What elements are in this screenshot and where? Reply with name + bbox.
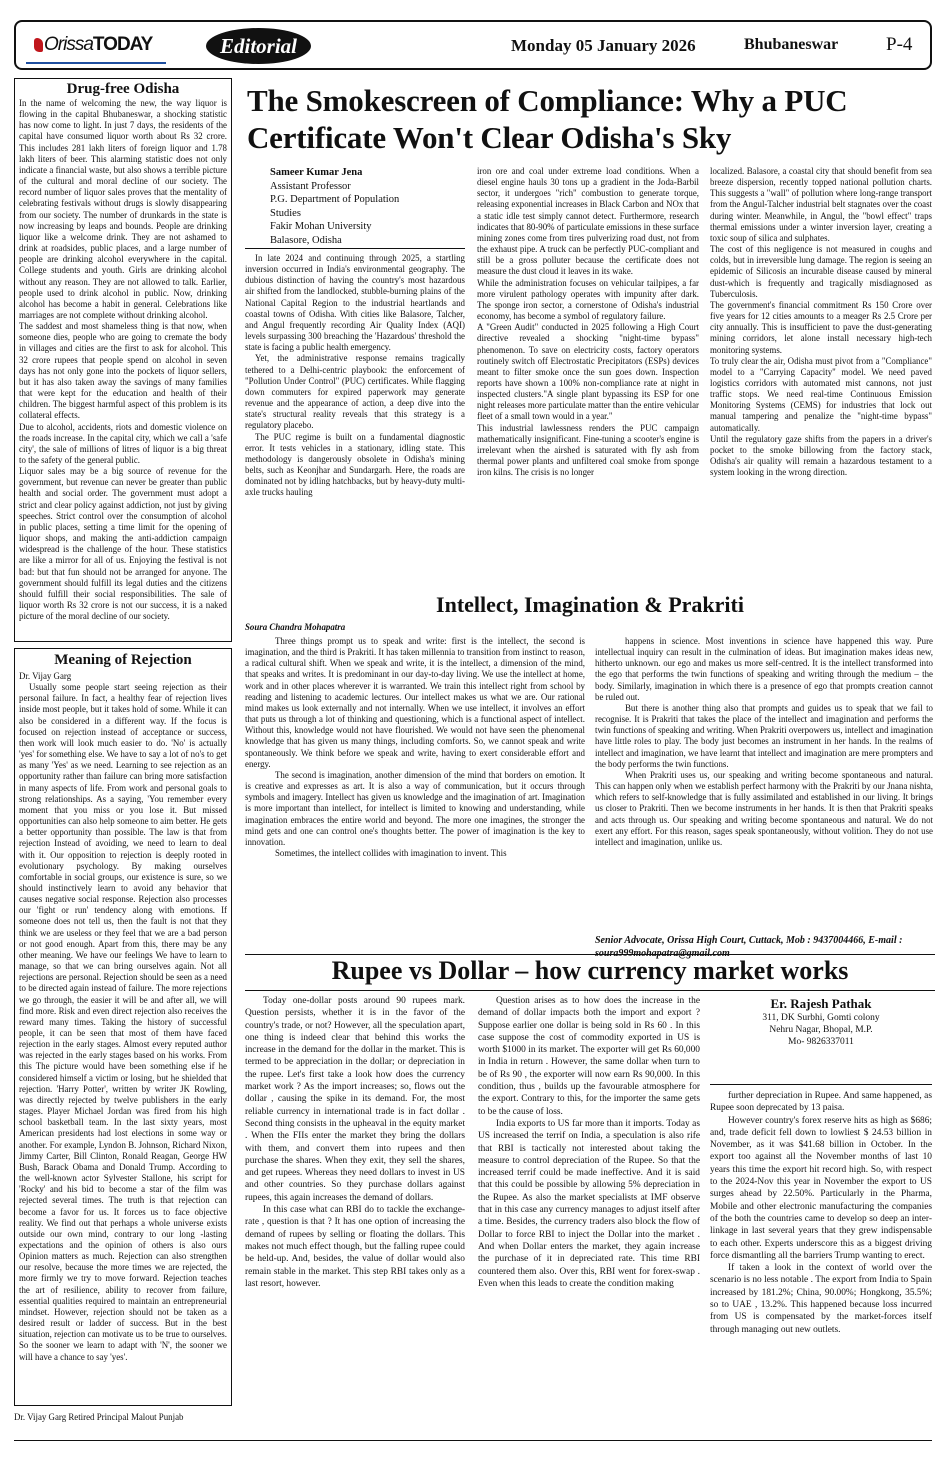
article-author: Dr. Vijay Garg [19, 671, 72, 681]
paragraph: Usually some people start seeing rejection as their personal failure. In fact, a healthy fear of rejection lives inside most people, but it takes hold of some. While it can also be considered in a different way. If the focus is focused on rejection instead of acceptance or success, then work will look much easier to do. 'No' is actually 'yes' for something else. We have to say a lot of no's to get as many 'Yes' as we need. Learning to see rejection as an opportunity rather than failure can bring more satisfaction in many aspects of life. From work and personal goals to strong relationships. As a saying, 'You remember every moment that you miss or you lose it. But missed opportunities can also help someone to aim better. He gets a better opportunity than possible. The law is that from rejection Instead of avoiding, we need to learn to deal with it. Our opposition to rejection is deeply rooted in evolutionary psychology. By making ourselves comfortable in social groups, our existence is sure, so we should instinctively learn to avoid any behavior that causes negative social response. Rejection also processes our 'fight or run' tendency along with emotions. If someone does not tell us, then the fault is not that they think we are useless or they feel that we are a bad person or not good enough. Apart from this, there may be any other meaning. We have our feelings We have to learn to manage, so that we can bring ourselves again. Not all rejections are personal. Rejection should be seen as a need to be directed again instead of failure. The more rejections we go through, the easier it will be and after all, we will find more. Risk and even direct rejection also receives the reward many times. Taking the history of successful people, it can be seen that most of them have faced rejection in the early stages. Almost every reputed author was rejected in the early stages based on his works. From this The picture would have been something else if he considered himself a victim or losing, but he shielded that rejection. 'Harry Potter', written by writer JK Rowling, was directly rejected by twelve publishers in the early stages. Player Michael Jordan was fired from his high school basketball team. In the last sixty years, most American presidents had lost elections in some way or another. For example, Lyndon B. Johnson, Richard Nixon, Jimmy Carter, Bill Clinton, Ronald Reagan, George HW Bush, Barack Obama and Donald Trump. According to the well-known actor Sylvester Stallone, his script for 'Rocky' and his bid to become a star of the film was rejected several times. The truth is that rejection can become a favor for us. It forces us to face objective reality. We find out that perhaps a whole universe exists outside our own mind, contrary to our long -lasting expectations and the opinion of others is also ours Opinion matters as much. Rejection can also strengthen our resolve, because the more times we are rejected, the more firmly we try to move forward. Rejection teaches the art of resilience, ability to recover from failure, essential qualities required to maintain an entrepreneurial mindset. However, rejection should not be taken as a desired result or ladder of success. But in the best situation, rejection can motivate us to be true to ourselves. So the sooner we learn to adapt with 'N', the sooner we will have a chance to say 'yes'. [19, 682, 227, 1362]
paragraph: further depreciation in Rupee. And same happened, as Rupee soon deprecated by 13 paisa. [710, 1091, 932, 1114]
odisha-map-icon [34, 38, 43, 52]
author-line: Balasore, Odisha [270, 234, 342, 246]
rupee-column-3 [710, 1090, 932, 1426]
intellect-column-2 [595, 636, 933, 926]
paragraph: The cost of this negligence is not measured in coughs and colds, but in irreversible lung damage. The region is seeing an epidemic of Silicosis an incurable disease caused by mineral dust-which is frequently and tragically misdiagnosed as Tuberculosis. [710, 244, 932, 299]
rupee-column-2 [478, 995, 700, 1425]
paragraph: This industrial lawlessness renders the PUC campaign mathematically insignificant. Fine-tuning a scooter's engine is irrelevant when the airshed is saturated with fly ash from thermal power plants and unfiltered coal smoke from sponge iron kilns. The crisis is no longer [477, 422, 699, 478]
paragraph: A "Green Audit" conducted in 2025 following a High Court directive revealed a shocking "night-time bypass" phenomenon. To save on electricity costs, factory operators routinely switch off Electrostatic Precipitators (ESPs) devices meant to filter smoke once the sun goes down. Inspection reports have shown a 100% non-compliance rate at night in inspected clusters."A single plant bypassing its ESP for one night releases more particulate matter than the entire vehicular fleet of a small town would in a year." [477, 322, 699, 422]
paragraph: Three things prompt us to speak and write: first is the intellect, the second is imagination, and the third is Prakriti. It has taken millennia to transition from instinct to reason, a radical cultural shift. When we speak and write, it is the intellect, a dimension of the mind, that speaks and writes. It is predominant in our day-to-day living. We use the intellect at home, work and in other places wherever it is warranted. We train this intellect right from school by reading and listening to academic lectures. Our intellect makes us what we are. Our rational mind makes us look externally and not internally. When we use intellect, it involves an effort that puts us through a lot of thinking and questioning, which is a functional aspect of intellect. Without this, knowledge would not have flourished. We would not have seen the phenomenal knowledge that has given us many things, including comforts. So, we cannot speak and write spontaneously. We think before we speak and write, having to exert considerable effort and energy. [245, 636, 585, 769]
paragraph: India exports to US far more than it imports. Today as US increased the terrif on India, a speculation is also rife that RBI is tactically not interested about taking the measure to control depreciation of the Rupee. So that the increased terrif could be made ineffective. And it is said that this could be possible by allowing 5% depreciation in the Rupee. As also the market specialists at IMF observe that in this case any currency manages to adjust itself after a time. Besides, the currency traders also block the flow of Dollar to force RBI to inject the Dollar into the market . And when Dollar enters the market, they again increase the purchase of it in depreciated rate. This time RBI countered them also. Over this, RBI went for forex-swap . Even when this leads to create the condition making [478, 1118, 700, 1289]
paragraph: Yet, the administrative response remains tragically tethered to a Delhi-centric playbook: the enforcement of "Pollution Under Control" (PUC) certificates. While flagging down commuters for expired paperwork may generate revenue and the appearance of action, a deep dive into the state's structural reality reveals that this strategy is a regulatory placebo. [245, 353, 465, 431]
paragraph: If taken a look in the context of world over the scenario is no less notable . The export from India to Spain increased by 181.2%; China, 90.00%; Hongkong, 35.5%; so to UAE , 13.2%. This happened because loss incurred from US is compensated by the market-forces itself through managing out new outlets. [710, 1263, 932, 1335]
paragraph: In late 2024 and continuing through 2025, a startling inversion occurred in India's environmental geography. The dubious distinction of having the country's most hazardous air shifted from the landlocked, stubble-burning plains of the National Capital Region to the industrial heartlands and coastal towns of Odisha. With cities like Balasore, Talcher, and Angul frequently recording Air Quality Index (AQI) levels surpassing 300 breaching the 'Hazardous' threshold the state is facing a public health emergency. [245, 253, 465, 353]
paragraph: Due to alcohol, accidents, riots and domestic violence on the roads increase. In the capital city, which we call a 'safe city', the sale of millions of litres of liquor is a big threat to the safety of the general public. [19, 421, 227, 465]
page-bottom-rule [14, 1440, 932, 1441]
logo-underline [26, 62, 166, 64]
article-title: Drug-free Odisha [66, 81, 180, 97]
section-rule [245, 990, 935, 991]
article-title: Intellect, Imagination & Prakriti [436, 592, 744, 617]
rejection-footer: Dr. Vijay Garg Retired Principal Malout Punjab [14, 1412, 184, 1422]
article-title: Rupee vs Dollar – how currency market works [331, 956, 849, 985]
paragraph: The second is imagination, another dimension of the mind that borders on emotion. It is creative and expresses as art. It is also a way of communication, but it occurs through symbols and imagery. Intellect has given us knowledge and the imagination of art. Imagination is more important than intellect, for intellect is limited to knowing and understanding, while imagination embraces the entire world and beyond. The more one imagines, the stronger the mind gets and one can control one's thoughts better. The power of imagination is the key to innovation. [245, 769, 585, 847]
paragraph: The saddest and most shameless thing is that now, when someone dies, people who are going to cremate the body in villages and cities are the first to ask for alcohol. This 32 crore rupees that people spend on alcohol in seven days has not only gone into the pockets of liquor sellers, but it has also taken away the savings of many families that were kept for the education and health of their children. The biggest harmful aspect of this problem is its collateral effects. [19, 321, 227, 421]
edition-city: Bhubaneswar [744, 36, 839, 53]
article-body [19, 98, 227, 634]
paragraph: Today one-dollar posts around 90 rupees mark. Question persists, whether it is in the favor of the country's trade, or not? However, all the speculation apart, one thing is indeed clear that behind this works the increase in the demand for the dollar in the market. This is termed to be appreciation in the dollar; or depreciation in the rupee. Let's first take a look how does the currency market work ? As the import increases; so, flows out the dollar , causing the spike in its demand. For, the most reliable currency in international trade is in fact dollar . Second thing consists in the upheaval in the equity market . When the FIIs enter the market they bring the dollars with them, and convert them into rupees and then purchase the shares. When they exit, they sell the shares, and get rupees. Whereas they need dollars to invest in US and other countries. So they purchase dollars against rupees, this again increases the demand of dollars. [245, 996, 465, 1203]
smokescreen-column-3 [710, 166, 932, 581]
paragraph: The government's financial commitment Rs 150 Crore over five years for 12 cities amounts to a meager Rs 2.5 Crore per city annually. This is insufficient to pave the dust-generating mining corridors, let alone install necessary high-tech monitoring systems. [710, 299, 932, 355]
masthead [14, 20, 932, 70]
paragraph: iron ore and coal under extreme load conditions. When a diesel engine hauls 30 tons up a gradient in the Joda-Barbil sector, it undergoes "rich" combustion to generate torque, releasing exponential increases in Black Carbon and NOx that a static idle test simply cannot detect. Furthermore, research indicates that 80-90% of particulate emissions in these surface mining zones come from tires pulverizing road dust, not from the exhaust pipe. A truck can be perfectly PUC-compliant and still be a gross polluter because the certificate does not measure the dust cloud it leaves in its wake. [477, 166, 699, 277]
author-line: Assistant Professor [270, 180, 351, 192]
section-badge: Editorial [206, 28, 311, 64]
main-headline: The Smokescreen of Compliance: Why a PUC Certificate Won't Clear Odisha's Sky [247, 83, 848, 155]
paragraph: Liquor sales may be a big source of revenue for the government, but revenue can never be greater than public health and social order. The government must adopt a strict and clear policy against addiction, not just by giving speeches. Strict control over the consumption of alcohol in public places, setting a time limit for the opening of liquor shops, and making the anti-addiction campaign widespread is the challenge of the hour. These statistics are like a mirror for all of us. Enjoying the festival is not bad: but that fun should not be arranged for anyone. The government should fulfill its legal duties and the citizens should fulfill their social responsibilities. The sale of liquor worth Rs 32 crore is not our success, it is a naked picture of the moral decline of our society. [19, 466, 227, 622]
paragraph: In the name of welcoming the new, the way liquor is flowing in the capital Bhubaneswar, a shocking statistic has now come to light. In just 7 days, the residents of the capital have consumed liquor worth about Rs 32 crore. This includes 281 lakh liters of foreign liquor and 1.78 lakh liters of beer. This alarming statistic does not only indicate a financial waste, but also shows a terrible picture of the cultural and moral decline of our society. The record number of liquor sales proves that the mentality of celebrating festivals without drugs is slowly disappearing from our society. The number of drunkards in the state is now increasing by leaps and bounds. People are drinking liquor like a welcome drink. They are not ashamed to drink at roadsides, public places, and a large number of people are drinking alcohol everywhere in the capital. College students and youth. Girls are drinking alcohol without any reason. They are not allowed to talk. Earlier, people used to drink alcohol in public. Now, drinking alcohol has become a habit in general. Celebrations like marriages are not complete without drinking alcohol. [19, 98, 227, 320]
paragraph: Question arises as to how does the increase in the demand of dollar impacts both the import and export ? Suppose earlier one dollar is being sold in Rs 60 . In this case suppose the cost of commodity exported in US is worth $1000 in its market. The exporter will get Rs 60,000 in India in return . However, the same dollar when turn to be of Rs 90 , the exporter will now earn Rs 90,000. In this condition, thus , builds up the favourable atmosphere for the export. Contrary to this, for the importer the same gets to be the cause of loss. [478, 996, 700, 1117]
rejection-article [14, 648, 232, 1406]
paragraph: In this case what can RBI do to tackle the exchange-rate , question is that ? It has one option of increasing the demand of rupees by selling or floating the dollars. This makes not much effect though, but the falling rupee could be held-up. And, besides, the value of dollar would also remain stable in the market. This step RBI takes only as a last resort, however. [245, 1205, 465, 1289]
byline [270, 166, 460, 247]
author-name: Sameer Kumar Jena [270, 167, 363, 178]
orissa-today-logo: OrissaTODAY [34, 34, 152, 56]
paragraph: However country's forex reserve hits as high as $686; and, trade deficit fell down to lowliest $ 24.53 billion in November, as it was $41.68 billion in October. In the export too against all the November months of last 10 years this time the export hit record high. So, with respect to the 2024-Nov this year in November the export to US surges ahead by 22.50%. Particularly in the Pharma, Mobile and other electronic manufacturing the companies of the both the countries came to develop so deep an inter-linkage in last several years that they grew indispensable to each other. Experts underscore this as a biggest driving force dismantling all the barriers Trump wanting to erect. [710, 1115, 932, 1261]
paragraph: localized. Balasore, a coastal city that should benefit from sea breeze dispersion, recently topped national pollution charts. This suggests a "wall" of pollution where long-range transport from the Angul-Talcher industrial belt stagnates over the coast during winter. Meanwhile, in Angul, the "bowl effect" traps thermal emissions under a winter inversion layer, creating a toxic soup of silica and sulphates. [710, 166, 932, 243]
author-line: Studies [270, 207, 301, 219]
paragraph: When Prakriti uses us, our speaking and writing become spontaneous and natural. This can happen only when we establish perfect harmony with the Prakriti by our Jnana nishta, which refers to self-knowledge that is fully assimilated and established in our living. It brings us closer to Prakriti. Then we become instruments in her hands. It is then that Prakriti speaks and acts through us. Our speaking and writing become spontaneous and natural. We do not exert any effort. For this reason, sages speak spontaneously, without volition. They do not use intellect and imagination, unlike us. [595, 769, 933, 847]
paragraph: While the administration focuses on vehicular tailpipes, a far more virulent pathology operates with impunity after dark. The sponge iron sector, a cornerstone of Odisha's industrial economy, has become a symbol of regulatory failure. [477, 277, 699, 322]
smokescreen-column-1 [245, 253, 465, 581]
author-rule [710, 1084, 932, 1085]
paragraph: To truly clear the air, Odisha must pivot from a "Compliance" model to a "Carrying Capacity" model. We need paved logistics corridors with automated mist cannons, not just traffic stops. We need real-time Continuous Emission Monitoring Systems (CEMS) for industries that lock out manual tampering and penalize the "night-time bypass" automatically. [710, 355, 932, 433]
issue-date: Monday 05 January 2026 [511, 36, 696, 55]
article-title: Meaning of Rejection [54, 652, 192, 668]
drug-free-article [14, 78, 232, 642]
paragraph: Until the regulatory gaze shifts from the papers in a driver's pocket to the smoke billowing from the factory stack, Odisha's air quality will remain a hazardous testament to a system looking in the wrong direction. [710, 433, 932, 478]
author-name: Er. Rajesh Pathak [770, 996, 872, 1011]
paragraph: But there is another thing also that prompts and guides us to speak that we fail to recognise. It is Prakriti that takes the place of the intellect and imagination and performs the twin functions of speaking and writing. When Prakriti overpowers us, intellect and imagination have little roles to play. The body just becomes an instrument in her hands. In the realms of intellect and imagination, we have learnt that intellect and imagination are mere prompters and the body performs the twin functions. [595, 702, 933, 769]
author-line: Fakir Mohan University [270, 221, 372, 232]
byline-rule [245, 248, 465, 249]
article-body [19, 682, 227, 1382]
article-author: Soura Chandra Mohapatra [245, 622, 346, 632]
author-line: P.G. Department of Population [270, 194, 400, 205]
rupee-author-box [710, 995, 932, 1048]
intellect-column-1 [245, 636, 585, 960]
author-line: Nehru Nagar, Bhopal, M.P. [769, 1025, 873, 1035]
paragraph: The PUC regime is built on a fundamental diagnostic error. It tests vehicles in a stationary, idling state. This methodology is dangerously obsolete in Odisha's mining belts, such as Keonjhar and Sundargarh. Here, the roads are dominated not by idling hatchbacks, but by heavy-duty multi-axle trucks hauling [245, 431, 465, 498]
author-line: 311, DK Surbhi, Gomti colony [762, 1013, 880, 1023]
rupee-column-1 [245, 995, 465, 1425]
smokescreen-column-2 [477, 166, 699, 581]
author-signoff: Senior Advocate, Orissa High Court, Cuttack, Mob : 9437004466, E-mail : [595, 935, 903, 946]
author-line: Mo- 9826337011 [788, 1037, 854, 1047]
page-number: P-4 [886, 34, 913, 55]
paragraph: happens in science. Most inventions in science have happened this way. Pure intellectual inquiry can result in the culmination of ideas. But imagination makes ideas new, hitherto unknown. our ego and makes us more self-centred. It is the intellect transformed into the ego that performs the twin functions of speaking and writing through the medium – the body. Similarly, imagination in which there is a presence of ego that prompts creation cannot be ruled out. [595, 636, 933, 702]
paragraph: Sometimes, the intellect collides with imagination to invent. This [275, 847, 507, 858]
